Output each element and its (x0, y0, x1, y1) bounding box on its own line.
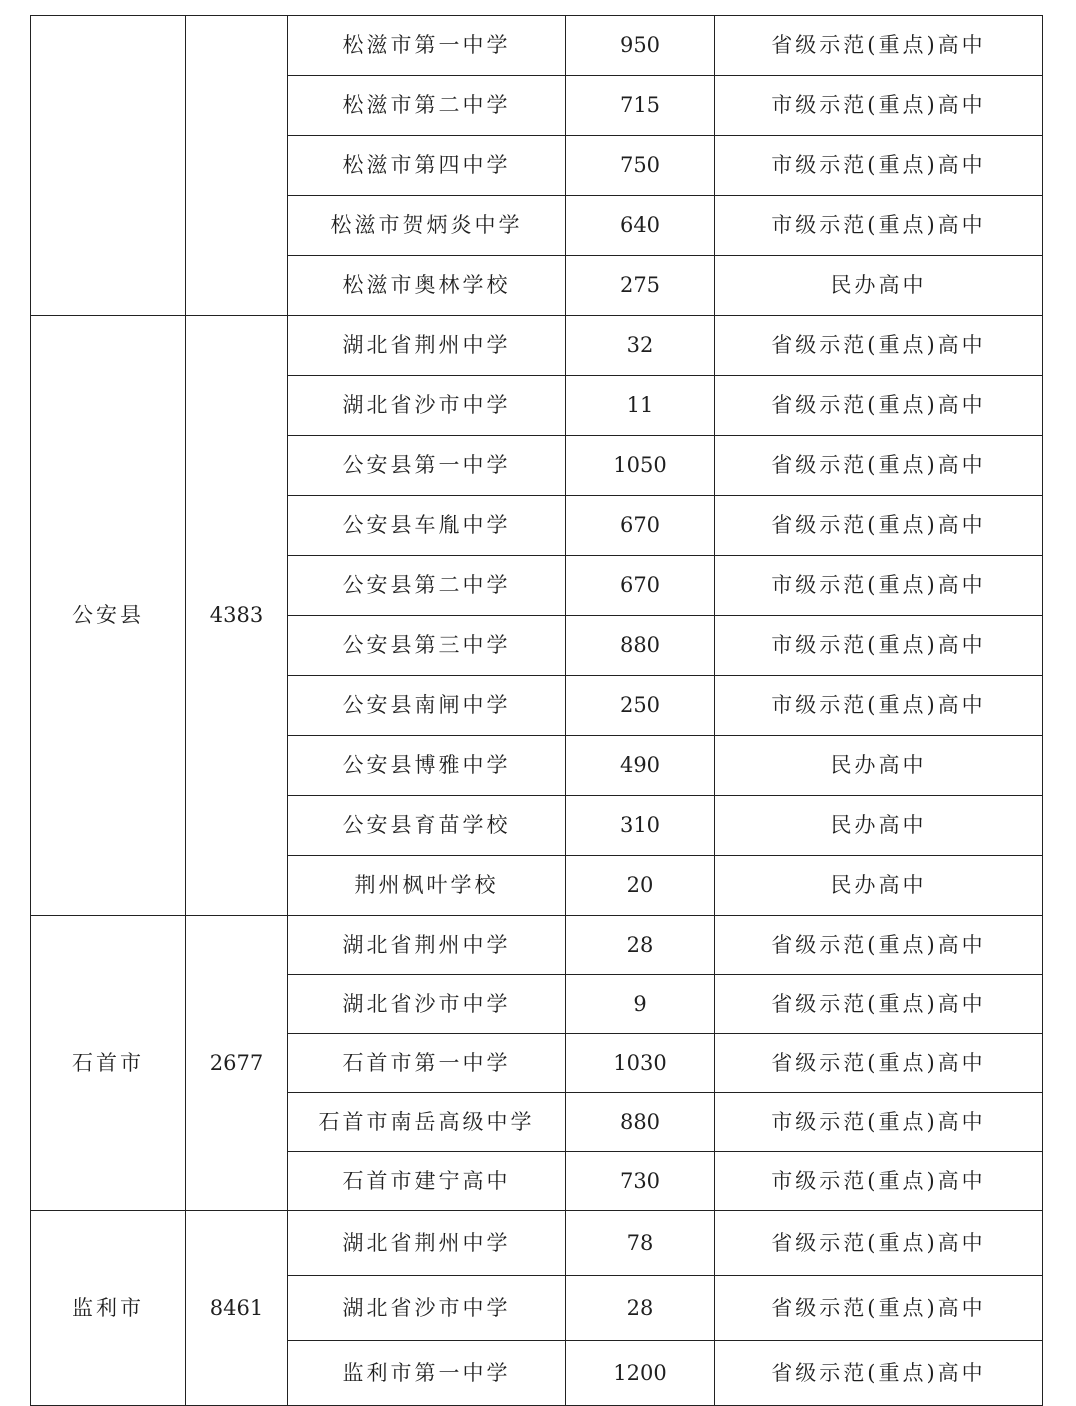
school-type-cell: 市级示范(重点)高中 (715, 76, 1043, 136)
enrollment-count-cell: 28 (566, 1276, 715, 1341)
school-type-cell: 省级示范(重点)高中 (715, 1276, 1043, 1341)
school-name-cell: 松滋市第四中学 (288, 136, 566, 196)
school-type-cell: 省级示范(重点)高中 (715, 496, 1043, 556)
school-type-cell: 市级示范(重点)高中 (715, 556, 1043, 616)
enrollment-count-cell: 78 (566, 1211, 715, 1276)
enrollment-count-cell: 715 (566, 76, 715, 136)
enrollment-count-cell: 1050 (566, 436, 715, 496)
school-name-cell: 石首市南岳高级中学 (288, 1093, 566, 1152)
school-type-cell: 省级示范(重点)高中 (715, 1341, 1043, 1406)
school-name-cell: 公安县育苗学校 (288, 796, 566, 856)
school-type-cell: 民办高中 (715, 256, 1043, 316)
school-name-cell: 松滋市第二中学 (288, 76, 566, 136)
enrollment-count-cell: 20 (566, 856, 715, 916)
school-name-cell: 湖北省沙市中学 (288, 1276, 566, 1341)
enrollment-count-cell: 11 (566, 376, 715, 436)
table-body (31, 16, 1043, 1406)
district-cell: 石首市 (31, 916, 186, 1211)
school-name-cell: 石首市第一中学 (288, 1034, 566, 1093)
school-type-cell: 省级示范(重点)高中 (715, 1211, 1043, 1276)
enrollment-count-cell: 32 (566, 316, 715, 376)
school-type-cell: 市级示范(重点)高中 (715, 1152, 1043, 1211)
school-name-cell: 公安县博雅中学 (288, 736, 566, 796)
school-name-cell: 石首市建宁高中 (288, 1152, 566, 1211)
school-name-cell: 松滋市贺炳炎中学 (288, 196, 566, 256)
school-type-cell: 省级示范(重点)高中 (715, 316, 1043, 376)
enrollment-count-cell: 1030 (566, 1034, 715, 1093)
enrollment-count-cell: 670 (566, 556, 715, 616)
district-total-cell: 2677 (186, 916, 288, 1211)
enrollment-count-cell: 670 (566, 496, 715, 556)
school-type-cell: 省级示范(重点)高中 (715, 975, 1043, 1034)
school-name-cell: 湖北省沙市中学 (288, 376, 566, 436)
enrollment-count-cell: 250 (566, 676, 715, 736)
table-row (31, 1211, 1043, 1276)
district-cell: 监利市 (31, 1211, 186, 1406)
school-type-cell: 民办高中 (715, 736, 1043, 796)
school-name-cell: 公安县第三中学 (288, 616, 566, 676)
school-name-cell: 监利市第一中学 (288, 1341, 566, 1406)
school-type-cell: 民办高中 (715, 796, 1043, 856)
school-type-cell: 市级示范(重点)高中 (715, 136, 1043, 196)
enrollment-count-cell: 1200 (566, 1341, 715, 1406)
school-type-cell: 省级示范(重点)高中 (715, 916, 1043, 975)
enrollment-count-cell: 950 (566, 16, 715, 76)
school-name-cell: 湖北省荆州中学 (288, 1211, 566, 1276)
enrollment-count-cell: 640 (566, 196, 715, 256)
table-row (31, 316, 1043, 376)
school-name-cell: 荆州枫叶学校 (288, 856, 566, 916)
table-row (31, 916, 1043, 975)
district-cell: 公安县 (31, 316, 186, 916)
school-type-cell: 省级示范(重点)高中 (715, 436, 1043, 496)
enrollment-count-cell: 880 (566, 1093, 715, 1152)
school-name-cell: 公安县第二中学 (288, 556, 566, 616)
school-name-cell: 公安县南闸中学 (288, 676, 566, 736)
enrollment-count-cell: 730 (566, 1152, 715, 1211)
school-type-cell: 市级示范(重点)高中 (715, 1093, 1043, 1152)
district-cell (31, 16, 186, 316)
enrollment-count-cell: 9 (566, 975, 715, 1034)
school-name-cell: 公安县第一中学 (288, 436, 566, 496)
district-total-cell: 8461 (186, 1211, 288, 1406)
school-name-cell: 公安县车胤中学 (288, 496, 566, 556)
school-name-cell: 湖北省荆州中学 (288, 916, 566, 975)
school-type-cell: 民办高中 (715, 856, 1043, 916)
school-type-cell: 省级示范(重点)高中 (715, 1034, 1043, 1093)
school-type-cell: 市级示范(重点)高中 (715, 196, 1043, 256)
school-name-cell: 湖北省沙市中学 (288, 975, 566, 1034)
enrollment-count-cell: 490 (566, 736, 715, 796)
enrollment-count-cell: 28 (566, 916, 715, 975)
school-type-cell: 省级示范(重点)高中 (715, 16, 1043, 76)
school-name-cell: 松滋市奥林学校 (288, 256, 566, 316)
enrollment-count-cell: 880 (566, 616, 715, 676)
district-total-cell (186, 16, 288, 316)
school-type-cell: 省级示范(重点)高中 (715, 376, 1043, 436)
school-type-cell: 市级示范(重点)高中 (715, 616, 1043, 676)
enrollment-count-cell: 310 (566, 796, 715, 856)
enrollment-table (30, 15, 1043, 1406)
school-name-cell: 松滋市第一中学 (288, 16, 566, 76)
table-row (31, 16, 1043, 76)
enrollment-count-cell: 275 (566, 256, 715, 316)
enrollment-count-cell: 750 (566, 136, 715, 196)
district-total-cell: 4383 (186, 316, 288, 916)
school-name-cell: 湖北省荆州中学 (288, 316, 566, 376)
school-type-cell: 市级示范(重点)高中 (715, 676, 1043, 736)
